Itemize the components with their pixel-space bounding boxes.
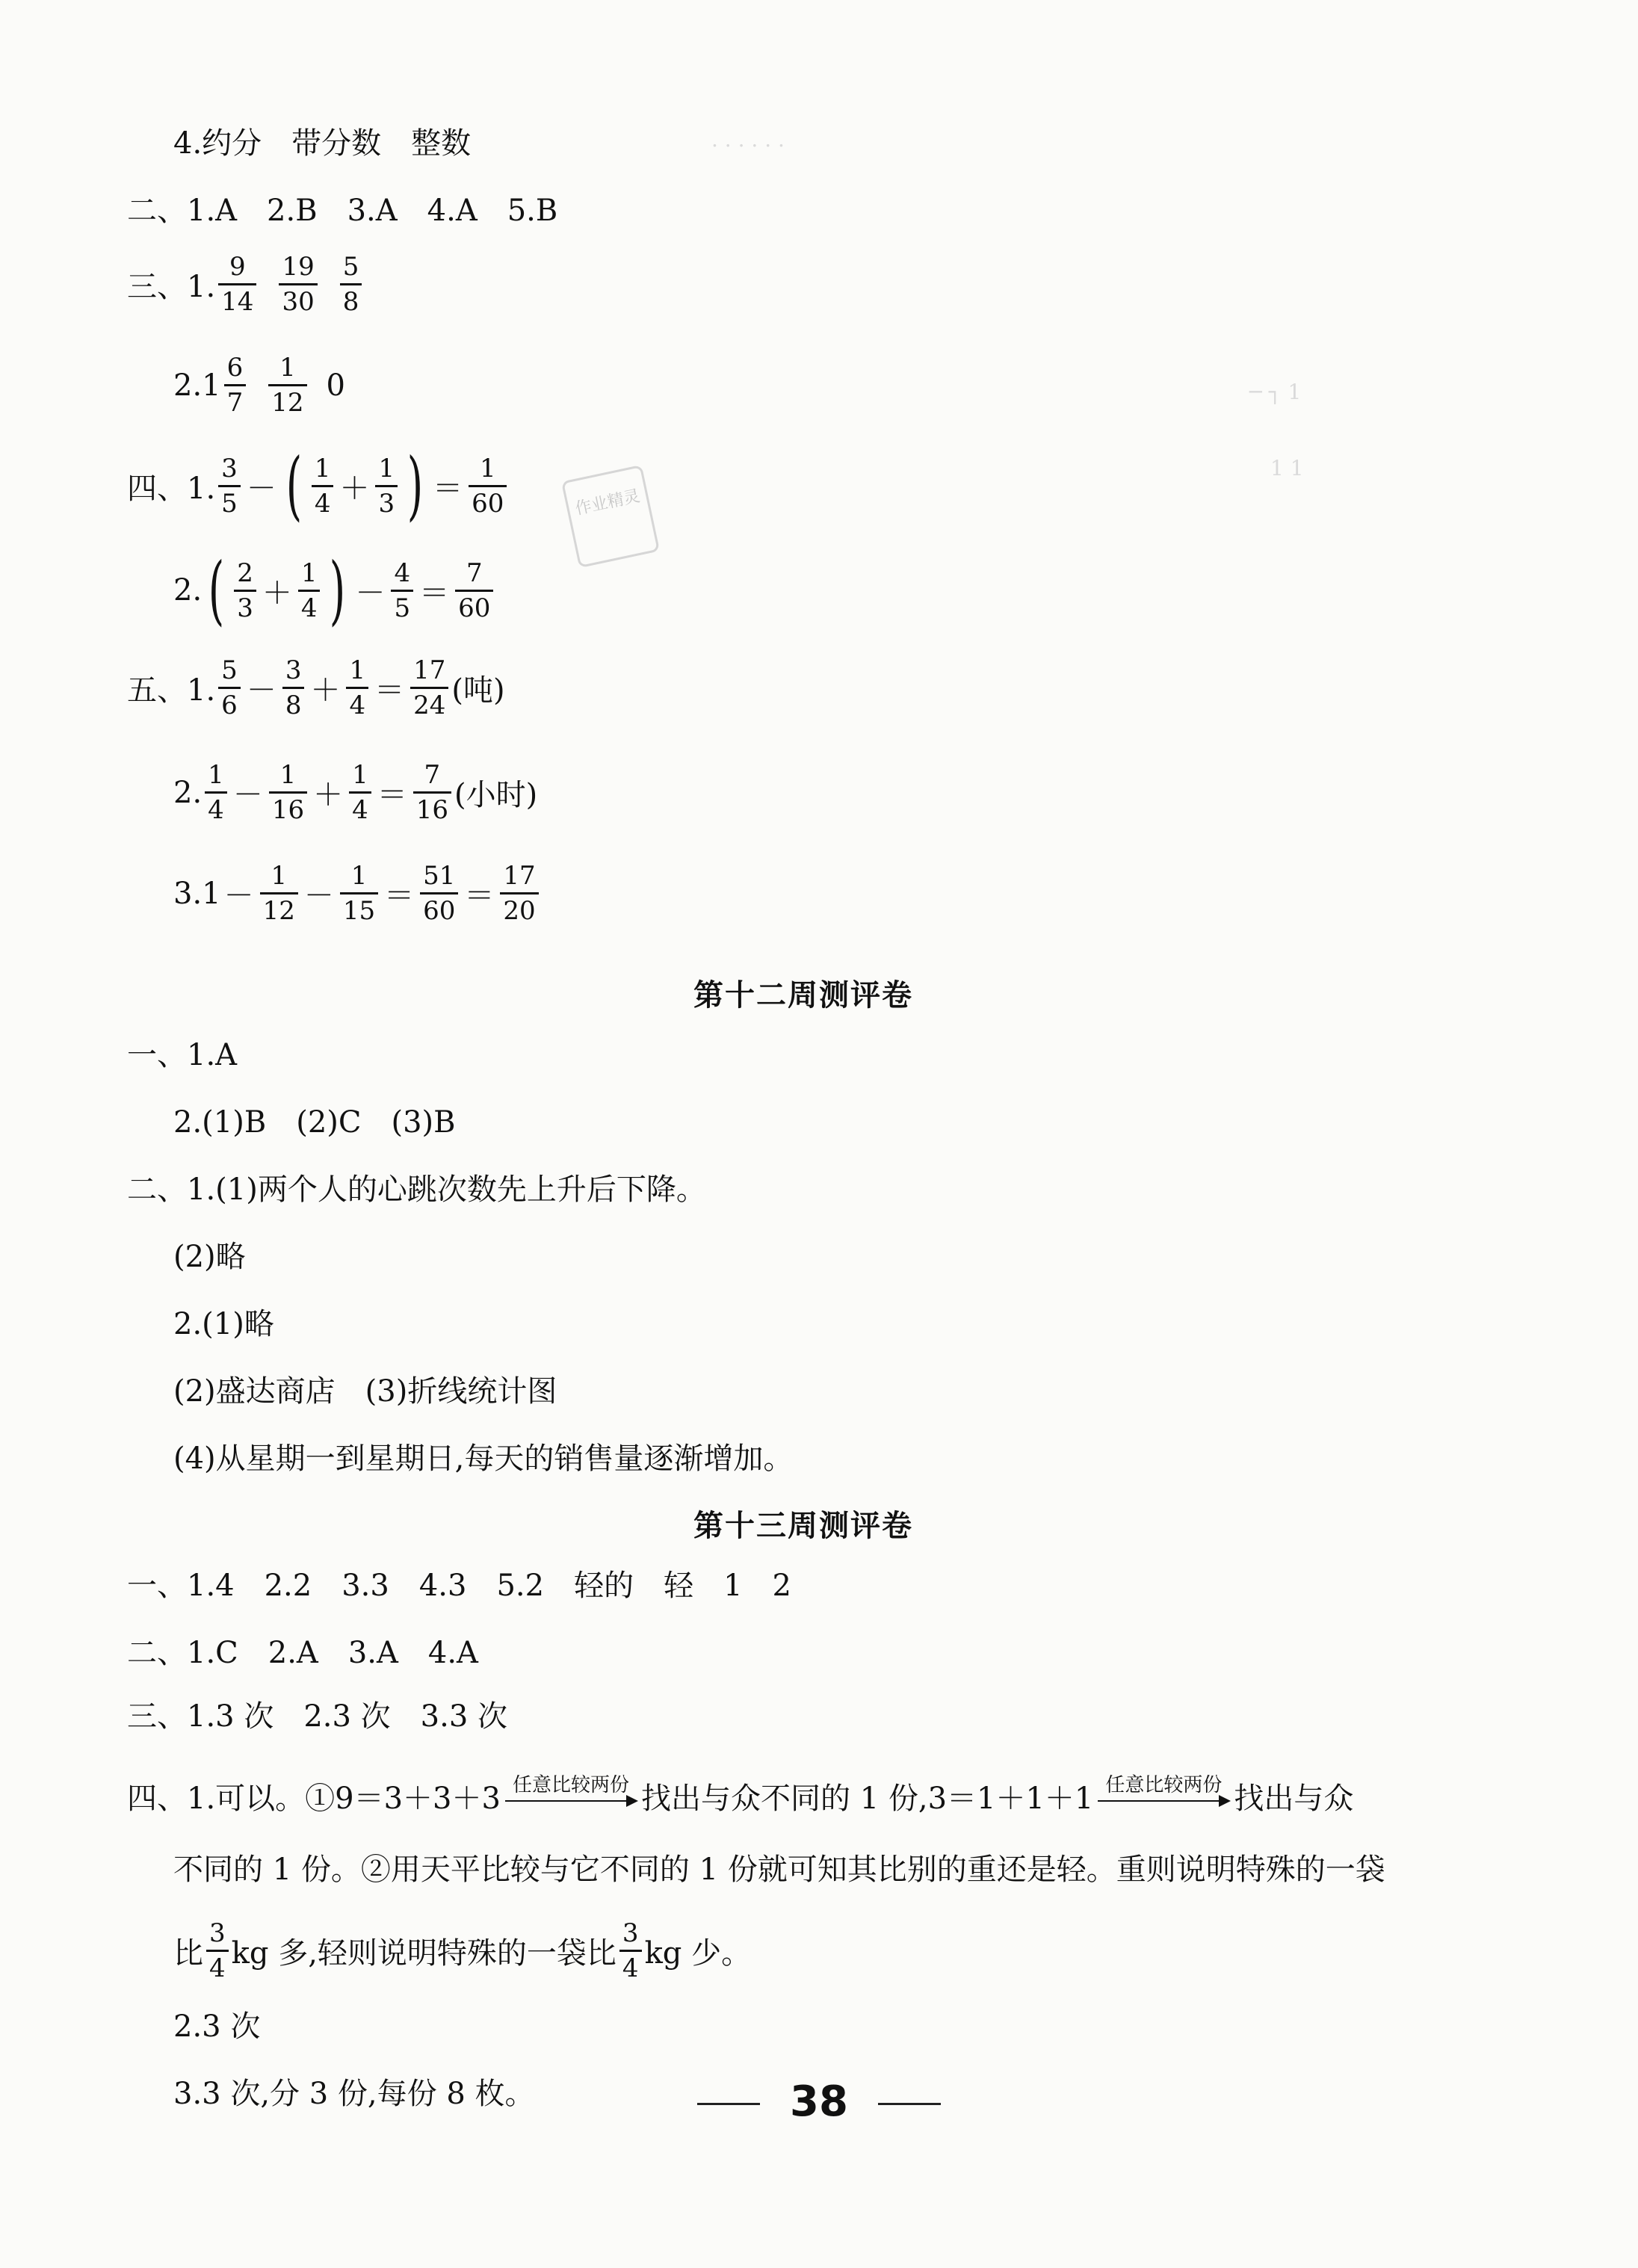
answer-line-equation: 五、1. $\frac{5}{6}$ － $\frac{3}{8}$ ＋ $\frac{1}{4}$ ＝ $\frac{17}{24}$ (吨) <box>127 655 505 720</box>
answer-line: 一、1.A <box>127 1038 238 1072</box>
answer-line: 3.3 次,分 3 份,每份 8 枚。 <box>173 2077 535 2111</box>
answer-line: 4.约分 带分数 整数 <box>173 126 472 161</box>
answer-line-equation: 3.1 － $\frac{1}{12}$ － $\frac{1}{15}$ ＝ $\frac{51}{60}$ ＝ $\frac{17}{20}$ <box>173 863 542 924</box>
answer-line: (4)从星期一到星期日,每天的销售量逐渐增加。 <box>173 1442 794 1476</box>
answer-line: 2.(1)略 <box>173 1307 274 1341</box>
answer-line: (2)盛达商店 (3)折线统计图 <box>173 1374 557 1409</box>
answer-line: (2)略 <box>173 1240 246 1274</box>
answer-line: 2.3 次 <box>173 2009 261 2044</box>
answer-line: 二、1.C 2.A 3.A 4.A <box>127 1636 478 1670</box>
fraction: $\frac{9}{14}$ <box>218 254 256 315</box>
arrow-icon: 任意比较两份 <box>505 1770 637 1802</box>
answer-line: 一、1.4 2.2 3.3 4.3 5.2 轻的 轻 1 2 <box>127 1569 791 1603</box>
fraction: $\frac{5}{8}$ <box>340 254 362 315</box>
section-title: 第十三周测评卷 <box>693 1509 913 1543</box>
fraction: $\frac{19}{30}$ <box>279 254 317 315</box>
answer-line-equation: 2. ( $\frac{2}{3}$ ＋ $\frac{1}{4}$ ) － $\frac{4}{5}$ ＝ $\frac{7}{60}$ <box>173 553 496 628</box>
answer-line-equation: 四、1. $\frac{3}{5}$ － ( $\frac{1}{4}$ ＋ $\frac{1}{3}$ ) ＝ $\frac{1}{60}$ <box>127 448 510 523</box>
page-number: 38 <box>0 2077 1638 2126</box>
answer-line: 三、1.3 次 2.3 次 3.3 次 <box>127 1699 507 1734</box>
fraction: $\frac{1}{12}$ <box>268 355 306 415</box>
answer-line-fractions: 三、1. $\frac{9}{14}$ $\frac{19}{30}$ $\frac{5}{8}$ <box>127 254 365 315</box>
answer-line-fractions: 比 $\frac{3}{4}$ kg 多,轻则说明特殊的一袋比 $\frac{3}{4}$ kg 少。 <box>173 1918 752 1983</box>
bleed-through-mark: . . . . . . <box>711 127 785 152</box>
fraction: $\frac{6}{7}$ <box>224 355 247 415</box>
bleed-through-mark: 1 1 <box>1270 456 1304 481</box>
answer-line-with-arrows: 四、1.可以。①9＝3＋3＋3 任意比较两份 找出与众不同的 1 份,3＝1＋1＋1 任意比较两份 找出与众 <box>127 1775 1353 1817</box>
arrow-icon: 任意比较两份 <box>1098 1770 1229 1802</box>
answer-line-equation: 2. $\frac{1}{4}$ － $\frac{1}{16}$ ＋ $\frac{1}{4}$ ＝ $\frac{7}{16}$ (小时) <box>173 760 538 825</box>
answer-line: 不同的 1 份。②用天平比较与它不同的 1 份就可知其比别的重还是轻。重则说明特殊的一袋 <box>173 1853 1385 1887</box>
section-title: 第十二周测评卷 <box>693 978 913 1013</box>
watermark-stamp: 作业精灵 <box>561 465 660 568</box>
answer-line: 2.(1)B (2)C (3)B <box>173 1105 456 1140</box>
answer-line: 二、1.A 2.B 3.A 4.A 5.B <box>127 194 558 228</box>
answer-line: 二、1.(1)两个人的心跳次数先上升后下降。 <box>127 1172 706 1207</box>
bleed-through-mark: ─ ┐ 1 <box>1249 380 1302 404</box>
answer-line-fractions: 2.1 $\frac{6}{7}$ $\frac{1}{12}$ 0 <box>173 353 345 418</box>
